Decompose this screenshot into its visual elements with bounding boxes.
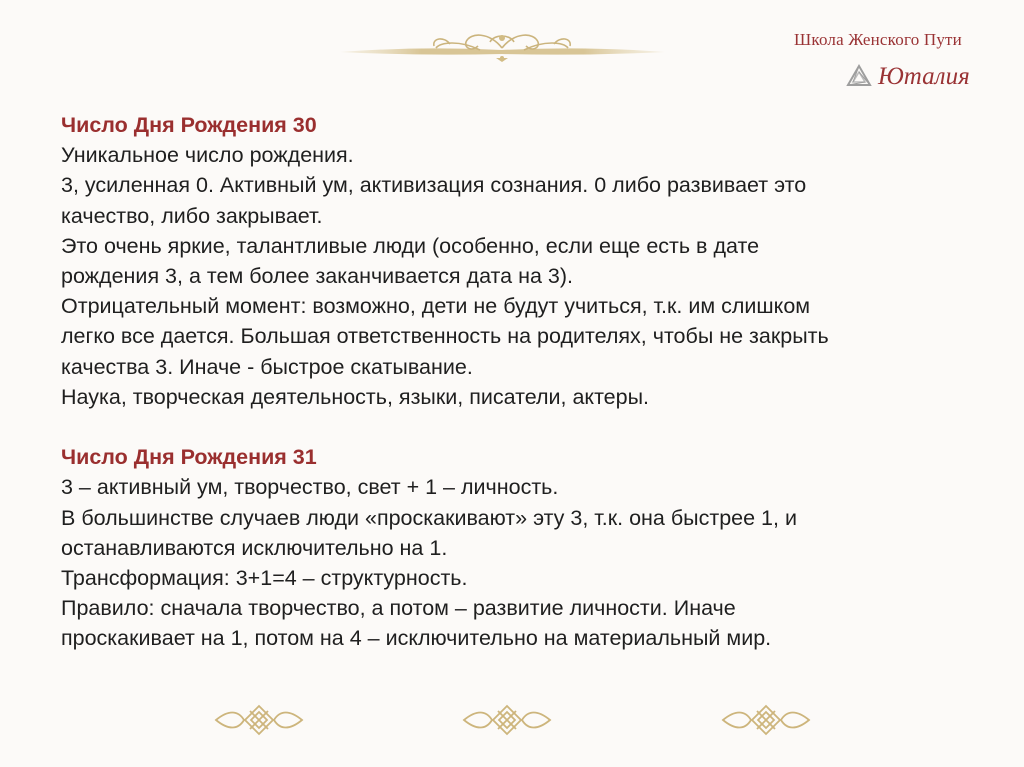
celtic-knot-flourish-icon bbox=[721, 702, 811, 738]
brand-school-name: Школа Женского Пути bbox=[794, 30, 962, 49]
text-line: Это очень яркие, талантливые люди (особенно, если еще есть в дате bbox=[61, 233, 760, 258]
celtic-knot-flourish-icon bbox=[214, 702, 304, 738]
triangle-knot-logo-icon bbox=[846, 64, 872, 88]
brand-row bbox=[846, 62, 970, 90]
text-line: В большинстве случаев люди «проскакивают» эту 3, т.к. она быстрее 1, и bbox=[61, 505, 797, 530]
section-31 bbox=[61, 442, 1001, 653]
text-line: рождения 3, а тем более заканчивается дата на 3). bbox=[61, 264, 573, 289]
text-line: проскакивает на 1, потом на 4 – исключительно на материальный мир. bbox=[61, 626, 772, 651]
brand-block bbox=[790, 30, 1005, 90]
brand-name: Юталия bbox=[878, 62, 970, 90]
text-line: останавливаются исключительно на 1. bbox=[61, 535, 448, 560]
main-content bbox=[61, 110, 1001, 684]
text-line: Правило: сначала творчество, а потом – развитие личности. Иначе bbox=[61, 596, 736, 621]
text-line: легко все дается. Большая ответственность на родителях, чтобы не закрыть bbox=[61, 324, 829, 349]
text-line: 3 – активный ум, творчество, свет + 1 – личность. bbox=[61, 475, 559, 500]
text-line: Трансформация: 3+1=4 – структурность. bbox=[61, 566, 468, 591]
text-line: Уникальное число рождения. bbox=[61, 143, 354, 168]
text-line: Отрицательный момент: возможно, дети не будут учиться, т.к. им слишком bbox=[61, 294, 811, 319]
text-line: качества 3. Иначе - быстрое скатывание. bbox=[61, 354, 473, 379]
section-title: Число Дня Рождения 30 bbox=[61, 113, 317, 137]
text-line: качество, либо закрывает. bbox=[61, 203, 323, 228]
text-line: 3, усиленная 0. Активный ум, активизация сознания. 0 либо развивает это bbox=[61, 173, 807, 198]
text-line: Наука, творческая деятельность, языки, писатели, актеры. bbox=[61, 384, 650, 409]
celtic-knot-flourish-icon bbox=[462, 702, 552, 738]
ornamental-flourish-icon bbox=[340, 28, 665, 64]
section-title: Число Дня Рождения 31 bbox=[61, 445, 317, 470]
section-30 bbox=[61, 110, 1001, 412]
